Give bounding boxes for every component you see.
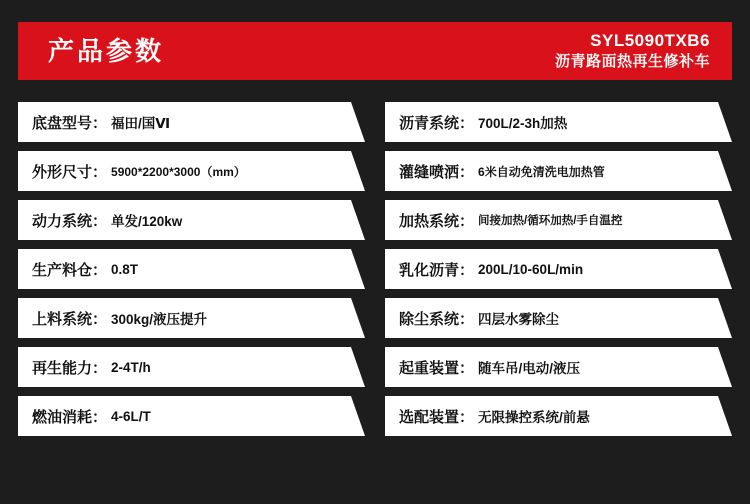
spec-value: 单发/120kw bbox=[111, 214, 183, 229]
spec-column-right bbox=[385, 102, 732, 445]
poster-header bbox=[18, 22, 732, 80]
spec-row bbox=[385, 396, 732, 436]
spec-value: 随车吊/电动/液压 bbox=[478, 361, 581, 376]
spec-row bbox=[18, 347, 365, 387]
spec-label: 沥青系统： bbox=[399, 114, 475, 132]
spec-row bbox=[385, 347, 732, 387]
spec-label: 外形尺寸： bbox=[32, 163, 108, 181]
spec-value: 200L/10-60L/min bbox=[478, 261, 584, 277]
spec-value: 4-6L/T bbox=[111, 408, 151, 424]
model-code: SYL5090TXB6 bbox=[590, 31, 710, 50]
spec-label: 燃油消耗： bbox=[32, 408, 108, 426]
spec-row bbox=[385, 298, 732, 338]
product-spec-poster bbox=[0, 22, 750, 504]
spec-row bbox=[385, 200, 732, 240]
spec-label: 加热系统： bbox=[399, 212, 475, 230]
spec-label: 生产料仓： bbox=[32, 261, 108, 279]
spec-label: 底盘型号： bbox=[32, 114, 108, 132]
spec-value: 四层水雾除尘 bbox=[478, 312, 560, 327]
model-info bbox=[555, 30, 710, 72]
spec-row bbox=[18, 298, 365, 338]
spec-row bbox=[385, 249, 732, 289]
spec-label: 除尘系统： bbox=[399, 310, 475, 328]
spec-row bbox=[18, 102, 365, 142]
model-name: 沥青路面热再生修补车 bbox=[554, 53, 710, 71]
spec-label: 乳化沥青： bbox=[399, 261, 475, 279]
spec-value: 6米自动免清洗电加热管 bbox=[478, 164, 605, 179]
spec-value: 福田/国Ⅵ bbox=[111, 116, 171, 131]
spec-row bbox=[18, 249, 365, 289]
spec-table bbox=[18, 102, 732, 445]
spec-row bbox=[385, 102, 732, 142]
spec-row bbox=[385, 151, 732, 191]
spec-label: 上料系统： bbox=[32, 310, 108, 328]
spec-value: 间接加热/循环加热/手自温控 bbox=[478, 215, 623, 227]
spec-column-left bbox=[18, 102, 365, 445]
spec-value: 2-4T/h bbox=[111, 359, 151, 375]
spec-label: 动力系统： bbox=[32, 212, 108, 230]
spec-value: 0.8T bbox=[111, 261, 139, 277]
spec-label: 选配装置： bbox=[399, 408, 475, 426]
spec-value: 700L/2-3h加热 bbox=[478, 116, 568, 131]
spec-value: 300kg/液压提升 bbox=[111, 312, 208, 327]
spec-row bbox=[18, 151, 365, 191]
spec-label: 灌缝喷洒： bbox=[399, 163, 475, 181]
spec-label: 起重装置： bbox=[399, 359, 475, 377]
spec-value: 5900*2200*3000（mm） bbox=[111, 164, 246, 179]
spec-value: 无限操控系统/前悬 bbox=[478, 410, 590, 425]
spec-row bbox=[18, 396, 365, 436]
page-title: 产品参数 bbox=[48, 36, 165, 66]
spec-row bbox=[18, 200, 365, 240]
spec-label: 再生能力： bbox=[32, 359, 108, 377]
